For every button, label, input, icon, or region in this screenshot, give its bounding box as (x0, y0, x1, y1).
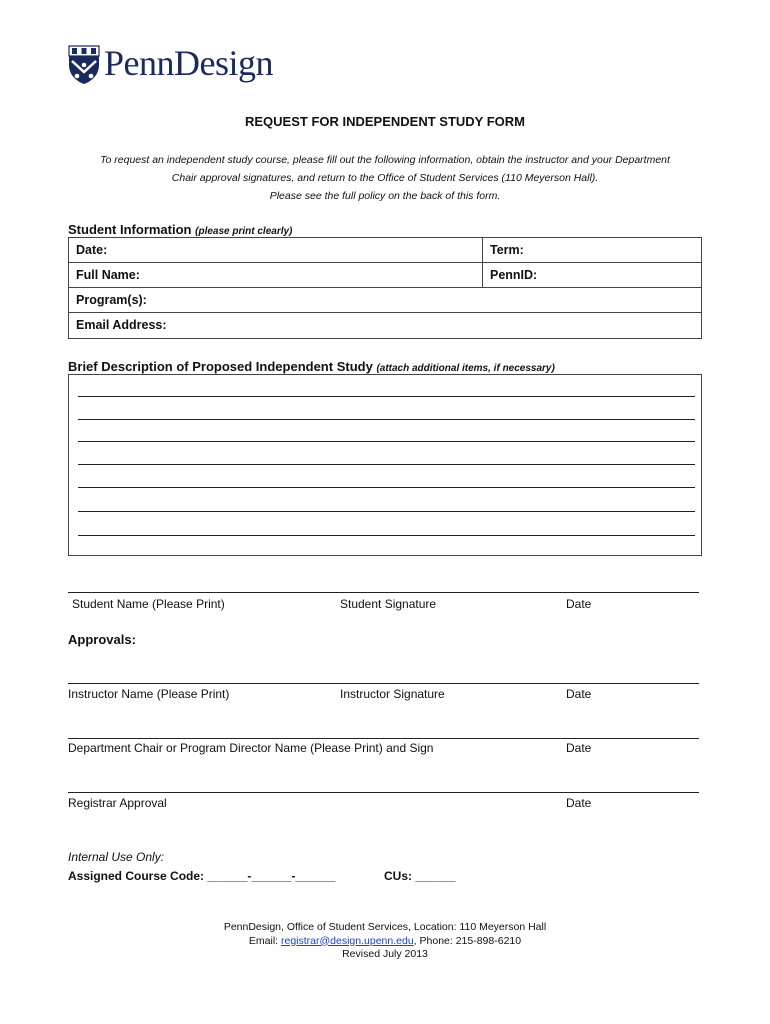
form-title: REQUEST FOR INDEPENDENT STUDY FORM (244, 114, 525, 129)
chair-name-label: Department Chair or Program Director Name (Please Print) and Sign (68, 741, 434, 755)
programs-label: Program(s): (76, 293, 147, 307)
cus-field: CUs: ______ (384, 869, 456, 883)
student-info-heading (68, 222, 292, 237)
footer-contact-line (0, 935, 770, 949)
term-label: Term: (490, 243, 524, 257)
student-date-label: Date (566, 597, 592, 611)
chair-date-label: Date (566, 741, 592, 755)
description-line (78, 487, 695, 488)
full-name-field[interactable] (69, 263, 482, 287)
description-title: Brief Description of Proposed Independent Study (68, 359, 373, 374)
description-line (78, 396, 695, 397)
instructor-date-label: Date (566, 687, 592, 701)
description-line (78, 535, 695, 536)
description-heading (68, 359, 555, 374)
logo-text: PennDesign (104, 43, 273, 83)
footer-phone: , Phone: 215-898-6210 (413, 934, 522, 947)
description-line (78, 441, 695, 442)
registrar-label: Registrar Approval (68, 796, 167, 810)
pennid-label: PennID: (490, 268, 538, 282)
approvals-heading: Approvals: (68, 632, 136, 647)
student-info-note: (please print clearly) (195, 226, 293, 237)
description-note: (attach additional items, if necessary) (376, 363, 555, 374)
email-field[interactable] (69, 313, 701, 338)
instructor-name-label: Instructor Name (Please Print) (68, 687, 230, 701)
date-term-row (69, 238, 701, 263)
student-info-title: Student Information (68, 222, 192, 237)
instructor-signature-label: Instructor Signature (340, 687, 445, 701)
student-signature-line[interactable] (68, 592, 699, 593)
instructor-signature-line[interactable] (68, 683, 699, 684)
intro-text (60, 151, 710, 205)
footer-email-prefix: Email: (248, 934, 281, 947)
term-field[interactable] (482, 238, 701, 262)
student-signature-label: Student Signature (340, 597, 437, 611)
footer-revised: Revised July 2013 (342, 948, 428, 960)
description-line (78, 464, 695, 465)
intro-line-2: Chair approval signatures, and return to the Office of Student Services (110 Meyerson Hall). (171, 172, 599, 184)
name-pennid-row (69, 263, 701, 288)
description-line (78, 511, 695, 512)
intro-line-3: Please see the full policy on the back of this form. (269, 190, 501, 202)
pennid-field[interactable] (482, 263, 701, 287)
email-label: Email Address: (76, 318, 167, 332)
chair-signature-line[interactable] (68, 738, 699, 739)
assigned-course-code: Assigned Course Code: ______-______-______ (68, 869, 336, 883)
email-row (69, 313, 701, 338)
registrar-signature-line[interactable] (68, 792, 699, 793)
footer-office-line: PennDesign, Office of Student Services, Location: 110 Meyerson Hall (223, 921, 547, 933)
description-line (78, 419, 695, 420)
intro-line-1: To request an independent study course, please fill out the following information, obtain the instructor and your Department (100, 154, 670, 166)
registrar-date-label: Date (566, 796, 592, 810)
programs-field[interactable] (69, 288, 701, 312)
student-info-table (68, 237, 702, 339)
internal-use-heading: Internal Use Only: (68, 850, 165, 864)
registrar-email-link[interactable]: registrar@design.upenn.edu (281, 934, 414, 947)
date-label: Date: (76, 243, 108, 257)
student-name-label: Student Name (Please Print) (72, 597, 225, 611)
penndesign-logo (68, 43, 278, 85)
date-field[interactable] (69, 238, 482, 262)
footer (0, 921, 770, 962)
description-box[interactable] (68, 374, 702, 556)
full-name-label: Full Name: (76, 268, 140, 282)
penn-shield-icon (68, 45, 100, 85)
programs-row (69, 288, 701, 313)
